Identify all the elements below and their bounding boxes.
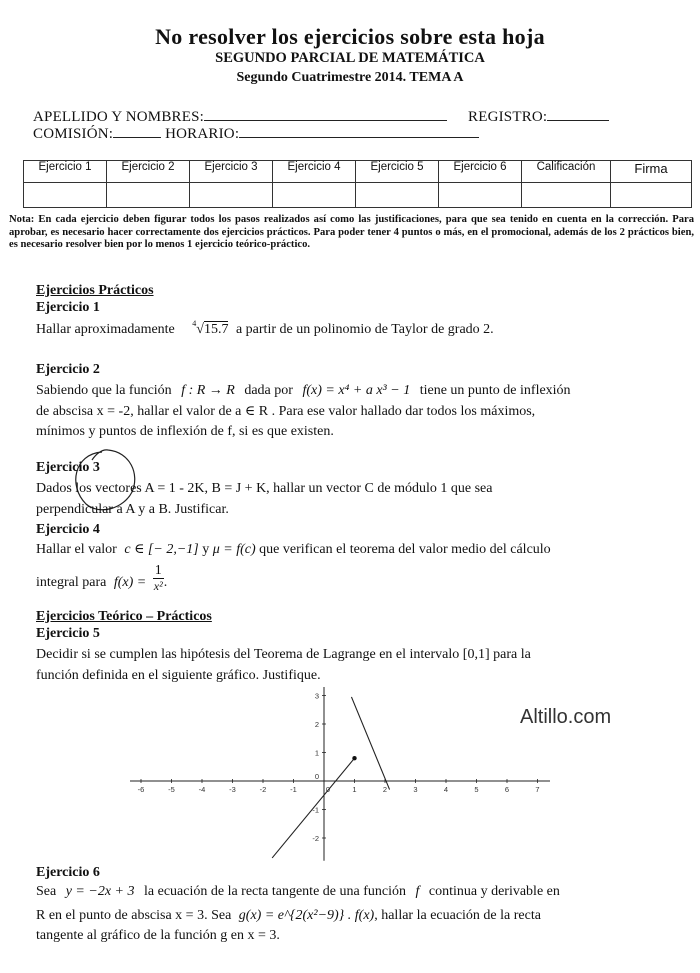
ex6-g: g(x) = e^{2(x²−9)} . f(x) xyxy=(238,907,375,923)
name-field xyxy=(33,108,447,126)
comision-field xyxy=(33,125,479,143)
ex2-line1-b: dada por xyxy=(244,383,293,398)
ex4-text xyxy=(36,540,676,561)
ex6-title: Ejercicio 6 xyxy=(36,865,100,880)
grade-header-ej6: Ejercicio 6 xyxy=(439,161,522,183)
ex2-line3: mínimos y puntos de inflexión de f, si es que existen. xyxy=(36,424,334,439)
instructions-note: Nota: En cada ejercicio deben figurar todos los pasos realizados así como las justificaciones, para que sea tenido en cuenta en la corrección. Para aprobar, es necesario hacer correctamente dos ejercicios prácticos. Para poder tener 4 puntos o más, en el promocional, además de los 2 prácticos bien, es necesario resolver bien por lo menos 1 ejercicio teórico-práctico. xyxy=(9,214,694,251)
graph-axes xyxy=(130,687,550,861)
ex4-cond: c ∈ [− 2,−1] xyxy=(124,542,199,557)
grade-header-calificacion: Calificación xyxy=(522,161,611,183)
function-graph xyxy=(130,685,550,865)
ex4-line1-a: Hallar el valor xyxy=(36,542,117,557)
grades-header-row xyxy=(24,161,692,183)
comision-label: COMISIÓN: xyxy=(33,126,114,142)
ex5-text xyxy=(36,645,660,686)
ex4-y: y xyxy=(202,542,210,557)
x-tick-label: 0 xyxy=(325,785,331,794)
x-tick-label: 3 xyxy=(413,785,418,794)
ex6-f: f xyxy=(415,884,420,899)
ex4-line1 xyxy=(36,540,676,561)
page-title: No resolver los ejercicios sobre esta hoja xyxy=(155,24,545,49)
x-tick-label: 1 xyxy=(352,785,357,794)
name-label: APELLIDO Y NOMBRES: xyxy=(33,109,205,125)
x-tick-label: -6 xyxy=(137,785,145,794)
x-tick-label: -3 xyxy=(229,785,236,794)
ex1-text xyxy=(36,320,676,342)
ex2-line1-c: tiene un punto de inflexión xyxy=(419,383,571,398)
grade-cell xyxy=(107,183,190,208)
exam-term: Segundo Cuatrimestre 2014. TEMA A xyxy=(236,70,464,85)
watermark: Altillo.com xyxy=(520,706,612,728)
ex4-fx: f(x) = xyxy=(113,575,147,590)
ex6-line1 xyxy=(36,882,676,903)
ex6-line2 xyxy=(36,906,676,927)
ex5-line1: Decidir si se cumplen las hipótesis del Teorema de Lagrange en el intervalo [0,1] para la xyxy=(36,647,531,662)
x-tick-label: 7 xyxy=(535,785,540,794)
ex3-line1: Dados los vectores A = 1 - 2K, B = J + K, hallar un vector C de módulo 1 que sea xyxy=(36,481,493,496)
y-tick-label: -2 xyxy=(312,834,319,843)
ex2-map: f : R → R xyxy=(181,383,235,398)
y-tick-label: 2 xyxy=(314,720,319,729)
y-tick-label: 3 xyxy=(314,691,319,701)
ex4-line1-b: que verifican el teorema del valor medio del cálculo xyxy=(259,542,551,557)
name-line xyxy=(204,108,447,121)
y-tick-label: 0 xyxy=(314,772,319,781)
ex2-title: Ejercicio 2 xyxy=(36,362,100,377)
ex2-text xyxy=(36,381,660,443)
registro-field xyxy=(468,108,609,126)
grade-cell xyxy=(611,183,692,208)
section-teoricos: Ejercicios Teórico – Prácticos xyxy=(36,609,212,624)
ex6-line3: tangente al gráfico de la función g en x = 3. xyxy=(36,928,280,943)
ex3-text xyxy=(36,479,660,520)
x-tick-label: -2 xyxy=(259,785,267,794)
ex4-line2-a: integral para xyxy=(36,575,107,590)
section-practicos: Ejercicios Prácticos xyxy=(36,283,154,298)
grade-cell xyxy=(190,183,273,208)
series-endpoint xyxy=(352,756,356,760)
grade-header-ej2: Ejercicio 2 xyxy=(107,161,190,183)
ex6-line2-a: R en el punto de abscisa x = 3. Sea xyxy=(36,907,232,923)
grade-header-ej4: Ejercicio 4 xyxy=(273,161,356,183)
y-tick-label: 1 xyxy=(314,748,319,758)
ex6-line1-a: Sea xyxy=(36,884,57,899)
radicand: 15.7 xyxy=(203,322,229,337)
grade-header-ej1: Ejercicio 1 xyxy=(24,161,107,183)
grade-cell xyxy=(522,183,611,208)
ex6-line2-b: , hallar la ecuación de la recta xyxy=(374,907,541,923)
ex2-formula: f(x) = x⁴ + a x³ − 1 xyxy=(302,383,411,398)
grade-cell xyxy=(356,183,439,208)
grade-cell xyxy=(439,183,522,208)
comision-line xyxy=(113,125,161,138)
ex2-line1-a: Sabiendo que la función xyxy=(36,383,172,398)
graph-series xyxy=(272,697,389,858)
fourth-root: $^4$√15.7 xyxy=(192,319,229,337)
ex6-text xyxy=(36,882,676,947)
horario-label: HORARIO: xyxy=(165,126,240,142)
grade-header-ej5: Ejercicio 5 xyxy=(356,161,439,183)
ex4-line2: integral para f(x) = $\frac{1}{\text{x²}}$ . xyxy=(36,563,168,593)
grade-cell xyxy=(273,183,356,208)
ex5-line2: función definida en el siguiente gráfico. Justifique. xyxy=(36,667,321,683)
ex6-eq: y = −2x + 3 xyxy=(65,884,135,899)
y-tick-label: -1 xyxy=(312,805,319,815)
horario-line xyxy=(239,125,479,138)
ex4-fraction xyxy=(153,563,164,594)
ex5-title: Ejercicio 5 xyxy=(36,626,100,641)
ex4-mu: μ = f(c) xyxy=(212,542,256,557)
grades-table xyxy=(23,160,692,208)
ex2-line1 xyxy=(36,381,660,402)
x-tick-label: 2 xyxy=(382,785,388,794)
ex4-num: 1 xyxy=(154,563,162,578)
ex3-title: Ejercicio 3 xyxy=(36,460,100,475)
series-line-2 xyxy=(351,697,389,790)
registro-label: REGISTRO: xyxy=(468,109,548,125)
ex2-line2: de abscisa x = -2, hallar el valor de a ∈ R . Para ese valor hallado dar todos los máximos, xyxy=(36,403,536,419)
grade-header-ej3: Ejercicio 3 xyxy=(190,161,273,183)
exam-subtitle: SEGUNDO PARCIAL DE MATEMÁTICA xyxy=(215,50,485,66)
grades-blank-row xyxy=(24,183,692,208)
x-tick-label: -5 xyxy=(168,785,175,794)
ex1-title: Ejercicio 1 xyxy=(36,300,100,315)
ex1-text-a: Hallar aproximadamente xyxy=(36,322,175,337)
registro-line xyxy=(547,108,609,121)
grade-cell xyxy=(24,183,107,208)
x-tick-label: 4 xyxy=(443,785,449,794)
ex1-text-b: a partir de un polinomio de Taylor de grado 2. xyxy=(235,322,494,337)
ex4-title: Ejercicio 4 xyxy=(36,522,100,537)
grade-header-firma: Firma xyxy=(611,161,692,183)
ex6-line1-b: la ecuación de la recta tangente de una función xyxy=(144,884,406,899)
x-tick-label: 5 xyxy=(474,785,479,794)
ex4-den: x² xyxy=(153,579,163,593)
ex6-line1-c: continua y derivable en xyxy=(428,884,560,899)
x-tick-label: -1 xyxy=(290,785,297,794)
x-tick-label: -4 xyxy=(198,785,206,794)
ex3-line2: perpendicular a A y a B. Justificar. xyxy=(36,501,229,517)
x-tick-label: 6 xyxy=(504,785,510,794)
